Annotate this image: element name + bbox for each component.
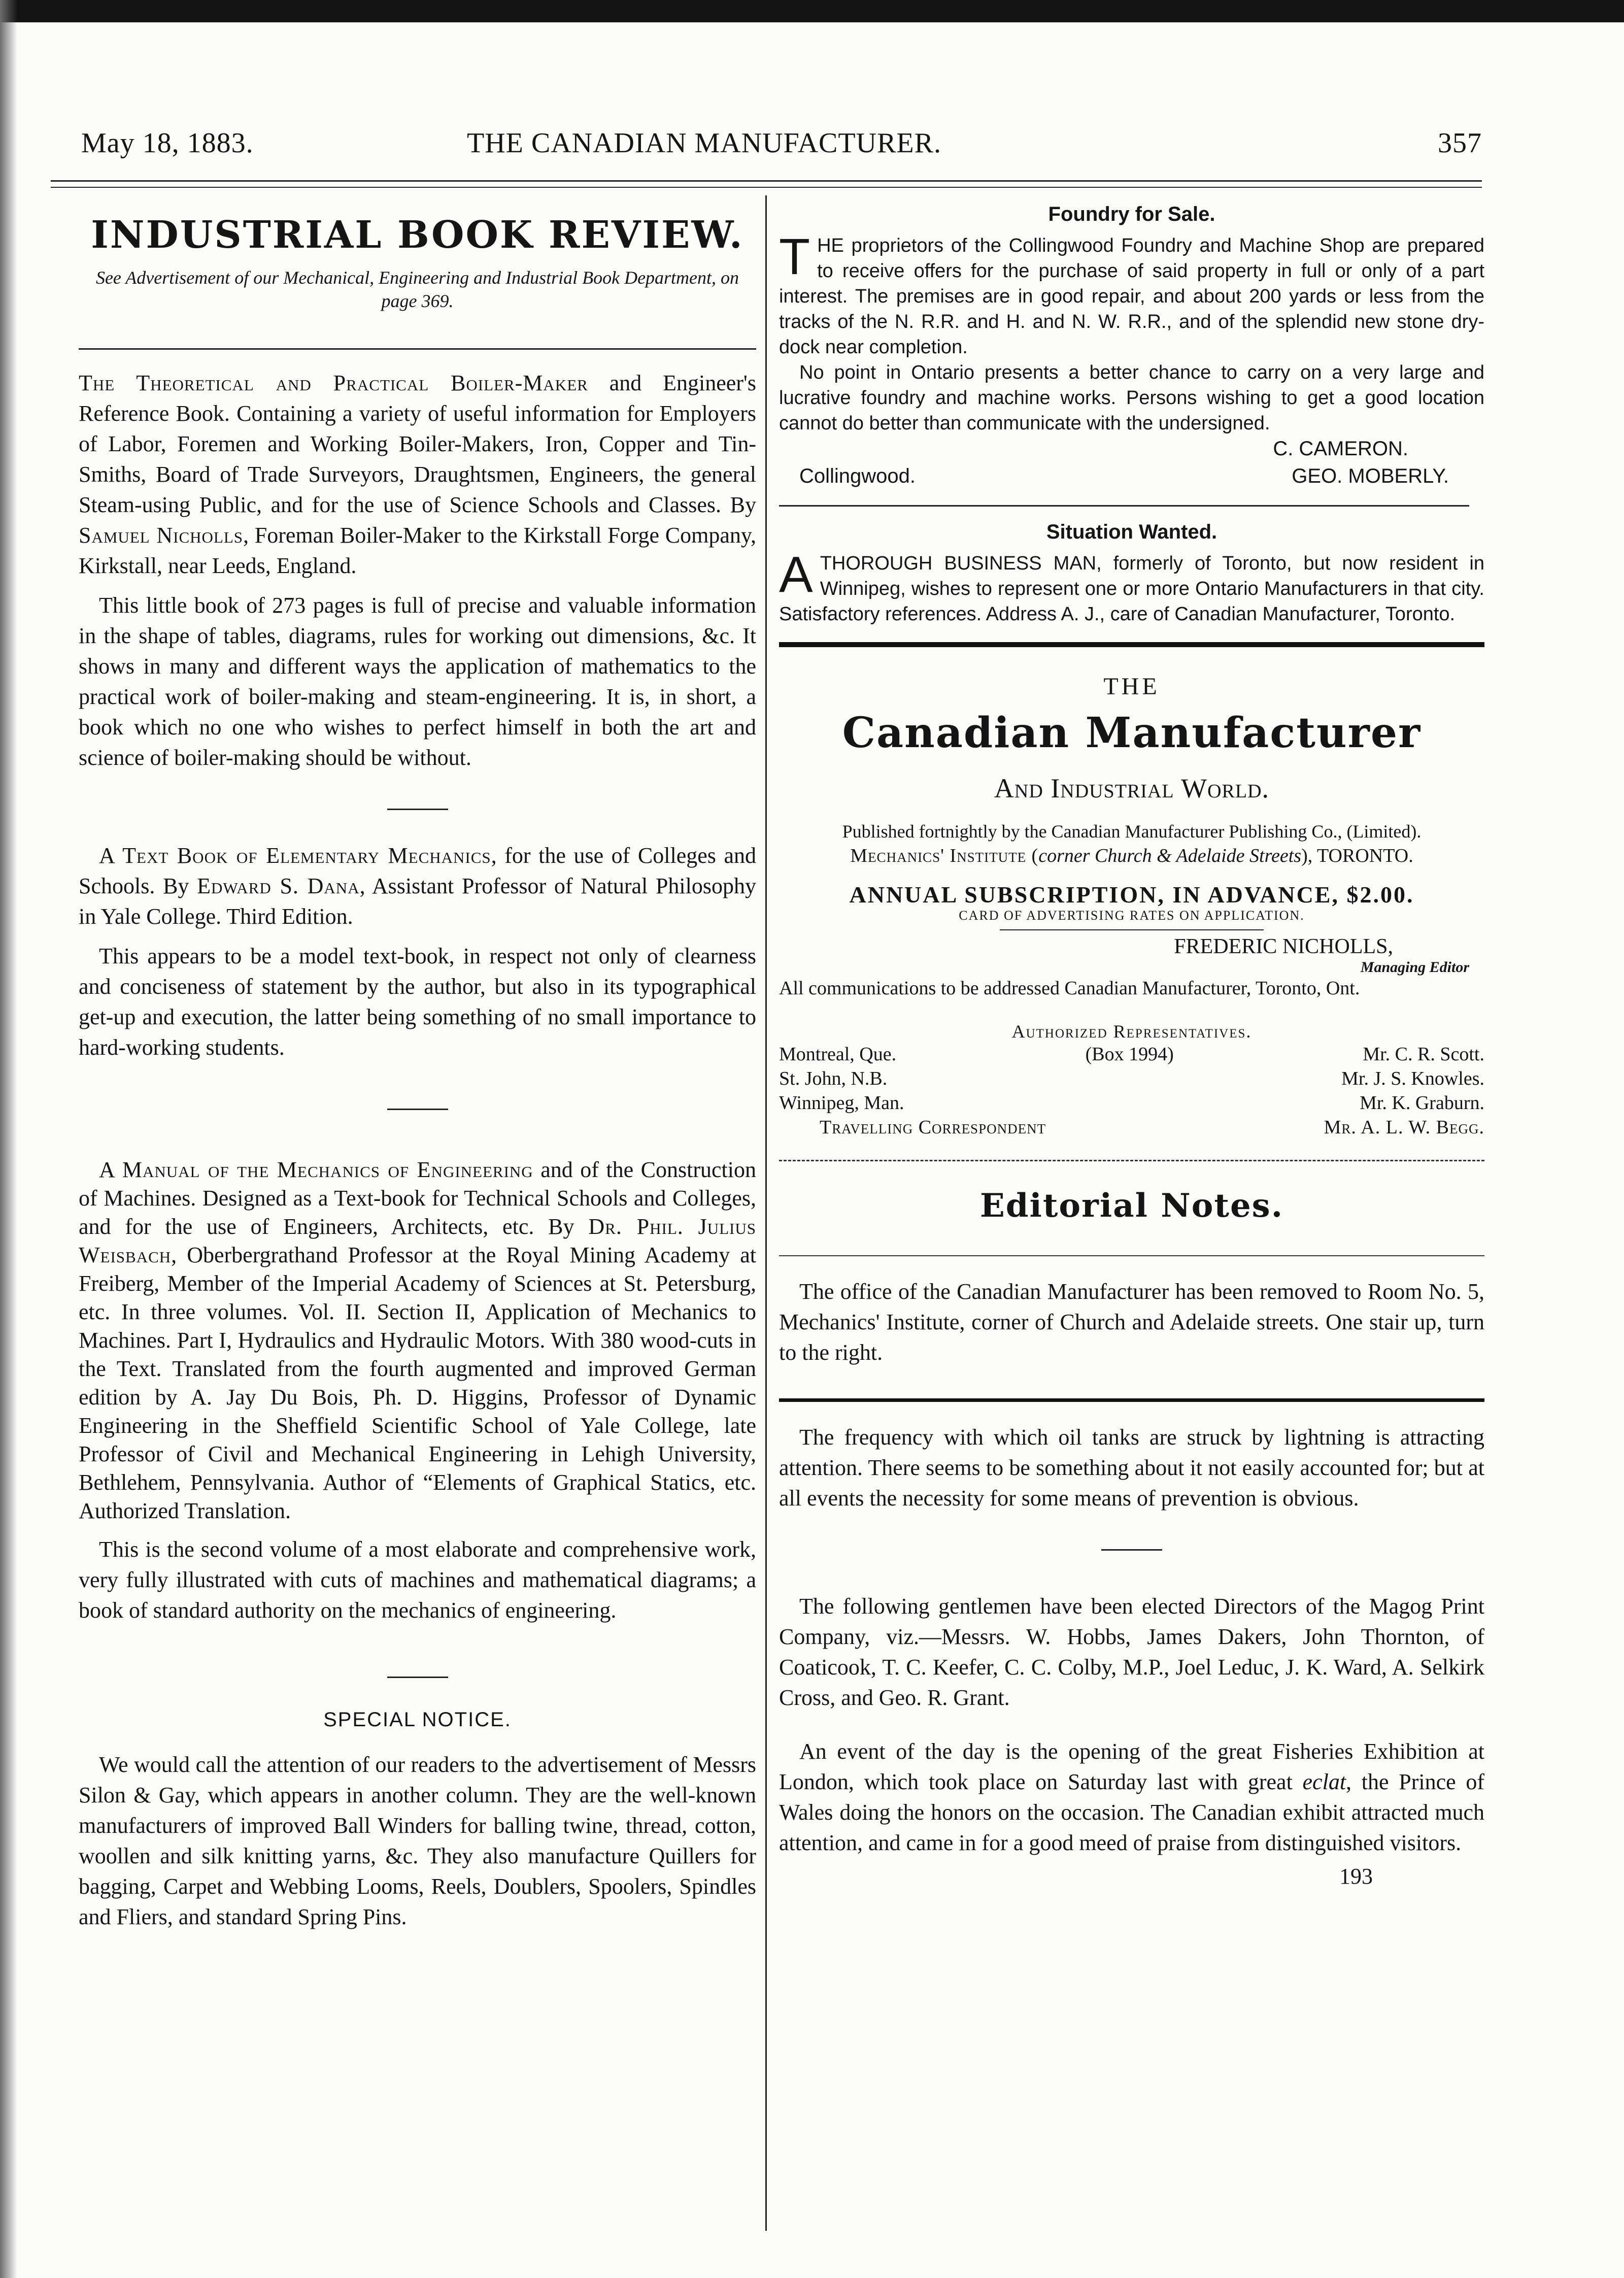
masthead-title: THE CANADIAN MANUFACTURER. <box>467 127 941 159</box>
reps-list <box>779 1042 1484 1140</box>
section-rule <box>779 1255 1484 1256</box>
advertising-rates: CARD OF ADVERTISING RATES ON APPLICATION. <box>959 908 1305 923</box>
editor-name: FREDERIC NICHOLLS, <box>1174 935 1393 958</box>
rep-row: St. John, N.B. Mr. J. S. Knowles. <box>779 1068 1484 1089</box>
situation-heading: Situation Wanted. <box>1046 521 1217 543</box>
editor-title: Managing Editor <box>1360 959 1469 976</box>
review-3-citation: A Manual of the Mechanics of Engineering and of the Construction of Machines. Designed as a Text-book for Technical Schools and Colleges, and for the use of Engineers, Architects, etc. By Dr. Phil. Julius Weisbach, Oberbergrathand Professor at the Royal Mining Academy at Freiberg, Member of the Imperial Academy of Sciences at St. Petersburg, etc. In three volumes. Vol. II. Section II, Application of Mechanics to Machines. Part I, Hydraulics and Hydraulic Motors. With 380 wood-cuts in the Text. Translated from the fourth augmented and improved German edition by A. Jay Du Bois, Ph. D. Higgins, Professor of Dynamic Engineering in the Sheffield Scientific School of Yale College, late Professor of Civil and Mechanical Engineering in Lehigh University, Bethlehem, Pennsylvania. Author of “Elements of Graphical Statics, etc. Authorized Translation. <box>79 1157 757 1523</box>
reps-heading: Authorized Representatives. <box>1011 1021 1252 1042</box>
special-notice-body: We would call the attention of our readers to the advertisement of Messrs Silon & Gay, which appears in another column. They are the well-known manufacturers of improved Ball Winders for balling twine, thread, cotton, woollen and silk knitting yarns, &c. They also manufacture Quillers for bagging, Carpet and Webbing Looms, Reels, Doublers, Spoolers, Spindles and Fliers, and standard Spring Pins. <box>79 1752 756 1929</box>
foundry-p2: No point in Ontario presents a better chance to carry on a very large and lucrative foundry and machine works. Persons wishing to get a good location cannot do better than communicate with the undersigned. <box>779 362 1484 434</box>
dash-rule <box>387 1109 448 1110</box>
editorial-note-2: The frequency with which oil tanks are struck by lightning is attracting attention. There seems to be something about it not easily accounted for; but at all events the necessity for some means of prevention is obvious. <box>779 1425 1484 1511</box>
scan-left-edge <box>0 0 17 2278</box>
review-1-body: This little book of 273 pages is full of precise and valuable information in the shape of tables, diagrams, rules for working out dimensions, &c. It shows in many and different ways the application of mathematics to the practical work of boiler-making and steam-engineering. It is, in short, a book which no one who wishes to perfect himself in both the art and science of boiler-making should be without. <box>79 593 756 770</box>
foundry-heading: Foundry for Sale. <box>1048 203 1215 225</box>
review-2-citation: A Text Book of Elementary Mechanics, for the use of Colleges and Schools. By Edward S. Dana, Assistant Professor of Natural Philosophy in Yale College. Third Edition. <box>79 843 757 929</box>
situation-body: A THOROUGH BUSINESS MAN, formerly of Toronto, but now resident in Winnipeg, wishes to represent one or more Ontario Manufacturers in that city. Satisfactory references. Address A. J., care of Canadian Manufacturer, Toronto. <box>779 546 1484 625</box>
rep-row: Travelling Correspondent Mr. A. L. W. Begg. <box>820 1117 1484 1138</box>
header-rule <box>51 180 1482 182</box>
foundry-p1: THE proprietors of the Collingwood Foundry and Machine Shop are prepared to receive offers for the purchase of said property in full or only of a part interest. The premises are in good repair, and about 200 yards or less from the tracks of the N. R.R. and H. and N. W. R.R., and of the splendid new stone dry-dock near completion. <box>779 228 1484 358</box>
communications-line: All communications to be addressed Canadian Manufacturer, Toronto, Ont. <box>779 978 1360 999</box>
rep-row: Winnipeg, Man. Mr. K. Graburn. <box>779 1092 1484 1114</box>
review-3-body: This is the second volume of a most elaborate and comprehensive work, very fully illustrated with cuts of machines and mathematical diagrams; a book of standard authority on the mechanics of engineering. <box>79 1537 756 1623</box>
editorial-heading: Editorial Notes. <box>980 1187 1283 1225</box>
masthead-published: Published fortnightly by the Canadian Manufacturer Publishing Co., (Limited). <box>842 821 1422 842</box>
page-header <box>81 127 1482 175</box>
issue-date: May 18, 1883. <box>81 127 254 159</box>
editorial-note-3: The following gentlemen have been elected Directors of the Magog Print Company, viz.—Messrs. W. Hobbs, James Dakers, John Thornton, of Coaticook, T. C. Keefer, C. C. Colby, M.P., Joel Leduc, J. K. Ward, A. Selkirk Cross, and Geo. R. Grant. <box>779 1594 1484 1710</box>
dash-rule <box>387 1677 448 1678</box>
subscription-line: ANNUAL SUBSCRIPTION, IN ADVANCE, $2.00. <box>849 882 1414 908</box>
foundry-place: Collingwood. <box>799 465 916 487</box>
editorial-note-1: The office of the Canadian Manufacturer has been removed to Room No. 5, Mechanics' Institute, corner of Church and Adelaide streets. One stair up, turn to the right. <box>779 1279 1484 1365</box>
editorial-note-4: An event of the day is the opening of the great Fisheries Exhibition at London, which took place on Saturday last with great eclat, the Prince of Wales doing the honors on the occasion. The Canadian exhibit attracted much attention, and came in for a good meed of praise from distinguished visitors. <box>779 1739 1484 1855</box>
masthead-the: THE <box>1103 673 1160 700</box>
masthead-subtitle: And Industrial World. <box>994 773 1270 803</box>
folio-number: 193 <box>1339 1864 1373 1889</box>
section-heading: INDUSTRIAL BOOK REVIEW. <box>91 213 744 257</box>
ad-note: See Advertisement of our Mechanical, Engineering and Industrial Book Department, on page 369. <box>95 267 739 311</box>
section-rule <box>79 348 756 350</box>
dash-rule <box>387 809 448 810</box>
right-column <box>779 203 1484 1889</box>
dash-rule <box>1101 1549 1162 1551</box>
header-rule-thin <box>51 187 1482 188</box>
special-notice-heading: SPECIAL NOTICE. <box>323 1708 512 1731</box>
heavy-rule <box>779 1398 1484 1402</box>
left-column <box>79 203 756 1932</box>
column-divider <box>765 195 767 2231</box>
section-rule <box>779 505 1469 507</box>
dashed-rule <box>779 1160 1484 1161</box>
foundry-signature-1: C. CAMERON. <box>1273 438 1408 460</box>
foundry-signature-row <box>779 461 1484 491</box>
masthead-rule <box>779 642 1484 647</box>
page-number: 357 <box>1438 127 1482 159</box>
review-2-body: This appears to be a model text-book, in respect not only of clearness and conciseness of statement by the author, but also in its typographical get-up and execution, the latter being something of no small importance to hard-working students. <box>79 944 756 1060</box>
masthead-address: Mechanics' Institute (corner Church & Adelaide Streets), TORONTO. <box>850 845 1413 866</box>
short-rule <box>1000 929 1264 930</box>
rep-row: Montreal, Que. (Box 1994) Mr. C. R. Scott. <box>779 1044 1484 1065</box>
masthead-name: Canadian Manufacturer <box>842 709 1422 757</box>
foundry-signature-2: GEO. MOBERLY. <box>1292 465 1449 487</box>
review-1-citation: The Theoretical and Practical Boiler-Maker and Engineer's Reference Book. Containing a variety of useful information for Employers of Labor, Foremen and Working Boiler-Makers, Iron, Copper and Tin-Smiths, Board of Trade Surveyors, Draughtsmen, Engineers, the general Steam-using Public, and for the use of Science Schools and Classes. By Samuel Nicholls, Foreman Boiler-Maker to the Kirkstall Forge Company, Kirkstall, near Leeds, England. <box>79 371 756 578</box>
scan-top-edge <box>0 0 1624 22</box>
